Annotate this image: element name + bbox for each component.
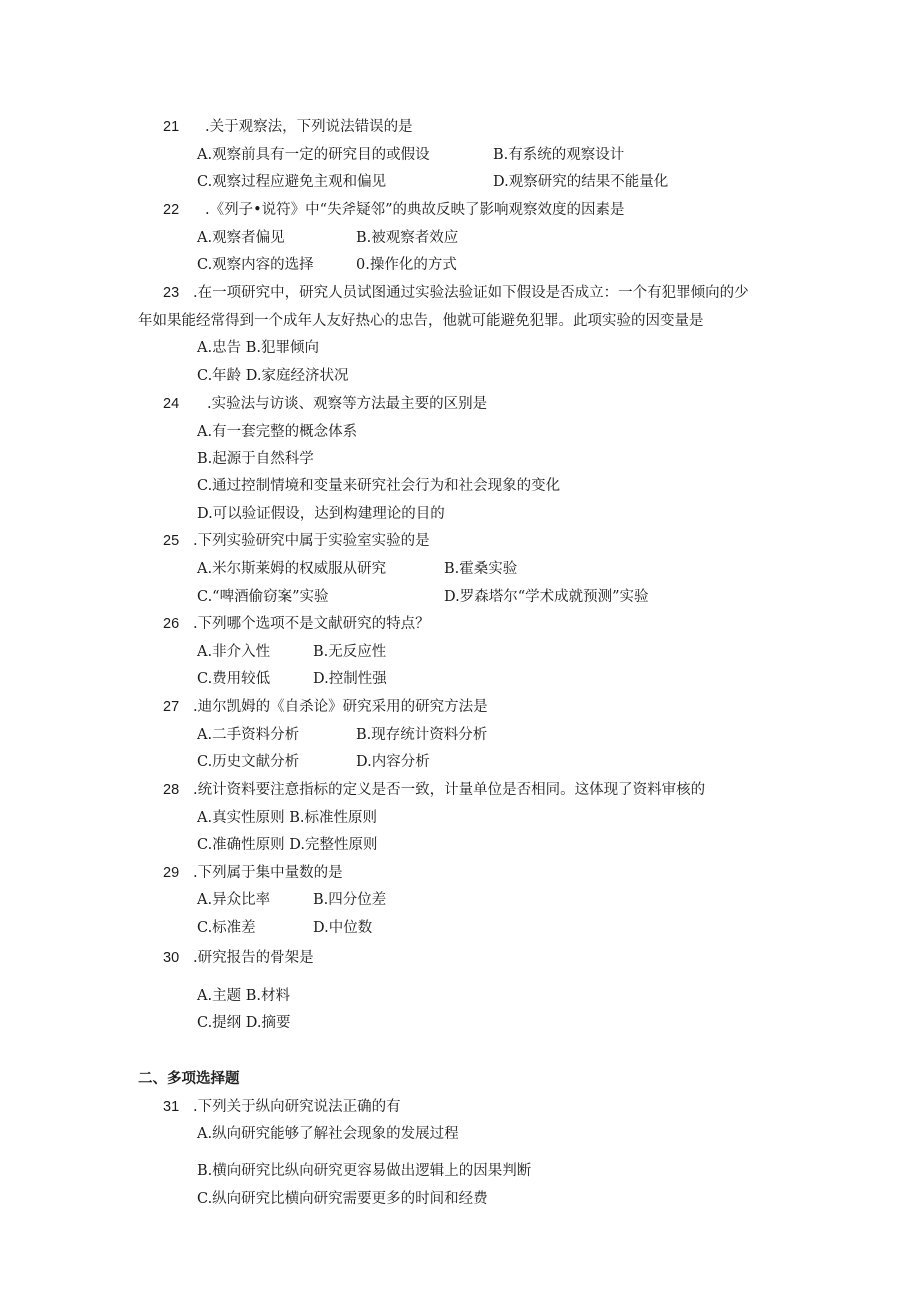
- question-number: 28: [163, 782, 180, 798]
- question-number: 27: [163, 699, 180, 715]
- option-b: B.横向研究比纵向研究更容易做出逻辑上的因果判断: [197, 1163, 532, 1179]
- option-c: C.观察内容的选择: [197, 257, 314, 273]
- question-number: 30: [163, 950, 180, 966]
- question-number: 23: [163, 285, 180, 301]
- question-stem: .统计资料要注意指标的定义是否一致，计量单位是否相同。这体现了资料审核的: [193, 782, 706, 798]
- question-stem: .在一项研究中，研究人员试图通过实验法验证如下假设是否成立：一个有犯罪倾向的少: [193, 285, 749, 301]
- question-stem: .下列实验研究中属于实验室实验的是: [193, 533, 430, 549]
- option-a: A.纵向研究能够了解社会现象的发展过程: [197, 1126, 459, 1142]
- question-stem: .迪尔凯姆的《自杀论》研究采用的研究方法是: [193, 699, 488, 715]
- option-b: B.有系统的观察设计: [493, 147, 625, 163]
- option-c: C.纵向研究比横向研究需要更多的时间和经费: [197, 1191, 488, 1207]
- option-a: A.非介入性: [197, 644, 271, 660]
- option-c-d: C.准确性原则 D.完整性原则: [197, 837, 378, 853]
- option-a: A.有一套完整的概念体系: [197, 424, 358, 440]
- option-c: C.费用较低: [197, 671, 271, 687]
- option-c: C.观察过程应避免主观和偏见: [197, 174, 387, 190]
- option-a: A.异众比率: [197, 892, 271, 908]
- option-d: 0.操作化的方式: [356, 257, 457, 273]
- question-stem: .《列子•说符》中“失斧疑邻”的典故反映了影响观察效度的因素是: [205, 202, 625, 218]
- question-stem: .关于观察法，下列说法错误的是: [205, 119, 413, 135]
- option-a-b: A.忠告 B.犯罪倾向: [197, 340, 319, 356]
- question-stem: .下列关于纵向研究说法正确的有: [193, 1099, 401, 1115]
- question-stem: .实验法与访谈、观察等方法最主要的区别是: [207, 396, 488, 412]
- question-number: 26: [163, 616, 180, 632]
- question-stem-line2: 年如果能经常得到一个成年人友好热心的忠告，他就可能避免犯罪。此项实验的因变量是: [138, 313, 704, 329]
- option-a: A.观察前具有一定的研究目的或假设: [197, 147, 430, 163]
- option-c: C.“啤酒偷窃案”实验: [197, 589, 329, 605]
- option-b: B.现存统计资料分析: [356, 727, 488, 743]
- option-a: A.米尔斯莱姆的权威服从研究: [197, 561, 387, 577]
- option-c: C.通过控制情境和变量来研究社会行为和社会现象的变化: [197, 478, 561, 494]
- question-number: 24: [163, 396, 180, 412]
- option-d: D.罗森塔尔“学术成就预测”实验: [444, 589, 649, 605]
- question-stem: .研究报告的骨架是: [193, 950, 314, 966]
- option-c: C.历史文献分析: [197, 754, 300, 770]
- question-stem: .下列属于集中量数的是: [193, 865, 343, 881]
- option-b: B.四分位差: [313, 892, 387, 908]
- option-b: B.霍桑实验: [444, 561, 518, 577]
- option-a-b: A.真实性原则 B.标准性原则: [197, 810, 377, 826]
- section-title: 二、多项选择题: [138, 1071, 240, 1087]
- option-d: D.观察研究的结果不能量化: [493, 174, 669, 190]
- option-d: D.内容分析: [356, 754, 430, 770]
- question-number: 31: [163, 1099, 180, 1115]
- question-number: 29: [163, 865, 180, 881]
- option-a-b: A.主题 B.材料: [197, 988, 290, 1004]
- question-stem: .下列哪个选项不是文献研究的特点？: [193, 616, 430, 632]
- option-d: D.控制性强: [313, 671, 387, 687]
- option-a: A.二手资料分析: [197, 727, 300, 743]
- option-c-d: C.提纲 D.摘要: [197, 1015, 291, 1031]
- option-a: A.观察者偏见: [197, 230, 285, 246]
- option-c: C.标准差: [197, 920, 256, 936]
- question-number: 22: [163, 202, 180, 218]
- option-c-d: C.年龄 D.家庭经济状况: [197, 368, 349, 384]
- question-number: 21: [163, 119, 180, 135]
- option-b: B.起源于自然科学: [197, 451, 314, 467]
- option-b: B.无反应性: [313, 644, 387, 660]
- option-d: D.可以验证假设，达到构建理论的目的: [197, 506, 445, 522]
- option-b: B.被观察者效应: [356, 230, 459, 246]
- option-d: D.中位数: [313, 920, 373, 936]
- question-number: 25: [163, 533, 180, 549]
